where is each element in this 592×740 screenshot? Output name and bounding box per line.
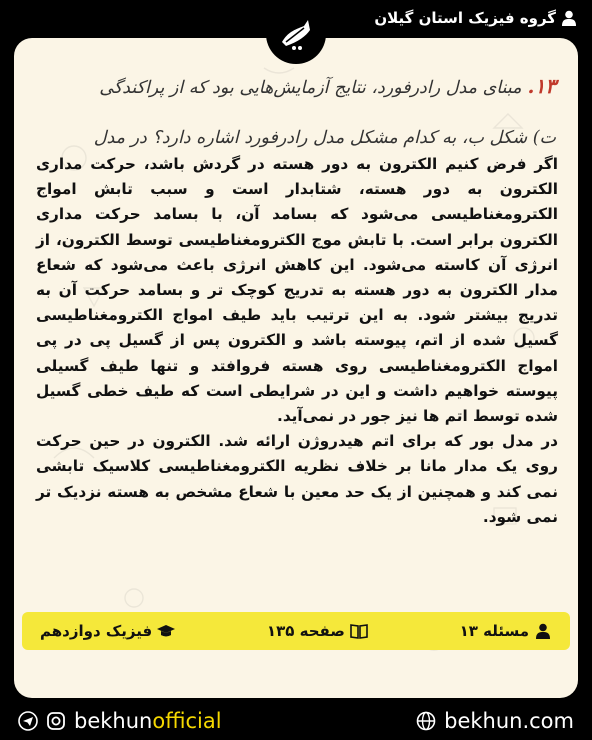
website-link[interactable] (416, 709, 574, 733)
group-title (374, 9, 576, 27)
question-text-2: ت) شکل ب، به کدام مشکل مدل رادرفورد اشاره دارد؟ در مدل (93, 128, 556, 148)
question-number: ۱۳. (527, 74, 556, 98)
footer-page (267, 622, 368, 640)
footer-problem (460, 622, 552, 640)
user-icon (562, 10, 576, 26)
telegram-icon[interactable] (18, 711, 38, 731)
content-card (14, 38, 578, 698)
footer-problem-text: مسئله ۱۳ (459, 622, 529, 640)
footer-page-text: صفحه ۱۳۵ (266, 622, 345, 640)
footer-bar (22, 612, 570, 650)
answer-paragraph-1: اگر فرض کنیم الکترون به دور هسته در گردش باشد، حرکت مداری الکترون به دور هسته، شتابدار است و سبب تابش امواج الکترومغناطیسی می‌شود که بسامد آن، با بسامد حرکت مداری الکترون برابر است. با تابش موج الکترومغناطیسی توسط الکترون، از انرژی آن کاسته می‌شود. این کاهش انرژی باعث می‌شود که شعاع مدار الکترون به دور هسته به تدریج کوچک تر و بسامد حرکت آن به تدریج بیشتر شود. به این ترتیب باید طیف امواج الکترومغناطیسی گسیل شده از اتم، پیوسته باشد و الکترون پس از گسیل پی در پی امواج الکترومغناطیسی روی هسته فروافتد و تنها طیف گسیلی پیوسته خواهیم داشت و این در شرایطی است که طیف خطی گسیل شده توسط اتم ها نیز جور در نمی‌آید. (36, 155, 558, 426)
answer-paragraph-2: در مدل بور که برای اتم هیدروژن ارائه شد. الکترون در حین حرکت روی یک مدار مانا بر خلاف نظریه الکترومغناطیسی کلاسیک تابشی نمی کند و همچنین از یک حد معین با شعاع مشخص به هسته نزدیک تر نمی شود. (36, 432, 558, 526)
person-icon (534, 623, 552, 639)
bekhun-logo-icon (266, 4, 326, 64)
instagram-icon[interactable] (46, 711, 66, 731)
handle-part-1: bekhun (74, 709, 153, 733)
book-icon (350, 623, 368, 639)
answer-body (36, 152, 558, 530)
group-title-text: گروه فیزیک استان گیلان (374, 9, 556, 27)
footer-book (40, 622, 175, 640)
globe-icon (416, 711, 436, 731)
handle-text[interactable] (74, 709, 222, 733)
bottom-bar (0, 702, 592, 740)
handle-part-2: official (152, 709, 222, 733)
social-handle[interactable] (18, 709, 222, 733)
question-line-1 (99, 74, 556, 98)
question-text-1: مبنای مدل رادرفورد، نتایج آزمایش‌هایی بود که از پراکندگی (99, 78, 522, 98)
website-text[interactable]: bekhun.com (444, 709, 574, 733)
graduation-cap-icon (157, 623, 175, 639)
logo-glyph (274, 12, 318, 56)
question-line-2 (94, 128, 556, 148)
footer-book-text: فیزیک دوازدهم (40, 622, 153, 640)
